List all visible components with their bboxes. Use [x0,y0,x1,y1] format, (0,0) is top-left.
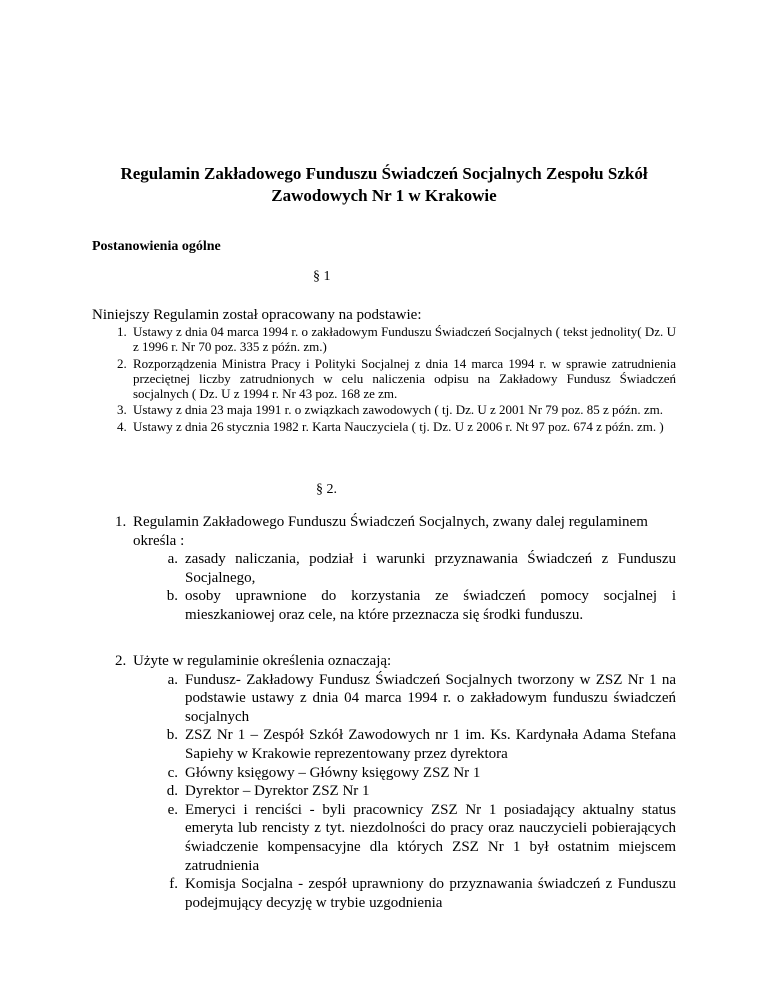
sub-item-letter: a. [167,671,178,688]
list-item [0,356,768,402]
legal-basis-list [0,324,768,435]
point-lead-text: Regulamin Zakładowego Funduszu Świadczeń Socjalnych, zwany dalej regulaminem określa : [133,514,648,549]
sub-item-text: ZSZ Nr 1 – Zespół Szkół Zawodowych nr 1 im. Ks. Kardynała Adama Stefana Sapiehy w Krakowie reprezentowany przez dyrektora [185,727,676,762]
list-item-text: Ustawy z dnia 04 marca 1994 r. o zakładowym Funduszu Świadczeń Socjalnych ( tekst jednolity( Dz. U z 1996 r. Nr 70 poz. 335 z późn. zm.) [133,324,676,355]
title-line-2: Zawodowych Nr 1 w Krakowie [271,186,497,205]
paragraph-1-intro: Niniejszy Regulamin został opracowany na podstawie: [92,307,422,323]
sub-item [160,764,676,783]
section-heading: Postanowienia ogólne [92,239,221,254]
list-item-number: 2. [117,355,127,371]
sub-item-letter: b. [166,588,178,605]
list-item-number: 1. [117,324,127,339]
definition-point-2 [0,652,768,912]
sub-item [160,801,676,875]
sub-item-text: Główny księgowy – Główny księgowy ZSZ Nr 1 [185,764,481,781]
sub-item-letter: b. [166,727,178,744]
paragraph-mark-2: § 2. [316,482,337,497]
list-item [0,419,768,434]
list-item-text: Ustawy z dnia 23 maja 1991 r. o związkach zawodowych ( tj. Dz. U z 2001 Nr 79 poz. 85 z późn. zm. [133,402,663,418]
list-item-number: 3. [117,402,127,418]
list-item-number: 4. [117,418,127,434]
sub-item [160,587,676,624]
sub-item [160,726,676,763]
paragraph-mark-1: § 1 [313,269,331,284]
sub-item-text: Emeryci i renciści - byli pracownicy ZSZ Nr 1 posiadający aktualny status emeryta lub rencisty z tyt. niezdolności do pracy oraz nauczycieli pobierających świadczenie kompensacyjne dla których ZSZ Nr 1 był ostatnim miejscem zatrudnienia [185,801,676,874]
list-item [0,402,768,417]
sub-item-letter: e. [167,801,178,818]
sub-item-text: Dyrektor – Dyrektor ZSZ Nr 1 [185,783,370,800]
sub-item-text: Fundusz- Zakładowy Fundusz Świadczeń Socjalnych tworzony w ZSZ Nr 1 na podstawie ustawy z dnia 04 marca 1994 r. o zakładowym funduszu świadczeń socjalnych [185,671,676,725]
point-number: 1. [115,514,127,530]
sub-item-letter: c. [167,764,178,781]
list-item-text: Rozporządzenia Ministra Pracy i Polityki Socjalnej z dnia 14 marca 1994 r. w sprawie zatrudnienia przeciętnej liczby zatrudnionych w celu naliczenia odpisu na Zakładowy Fundusz Świadczeń socjalnych ( Dz. U z 1994 r. Nr 43 poz. 168 ze zm. [133,355,676,402]
point-lead-text: Użyte w regulaminie określenia oznaczają: [133,653,392,669]
sub-item-letter: d. [166,783,178,800]
sub-item [160,550,676,587]
sub-item-text: zasady naliczania, podział i warunki przyznawania Świadczeń z Funduszu Socjalnego, [185,551,676,586]
title-line-1: Regulamin Zakładowego Funduszu Świadczeń Socjalnych Zespołu Szkół [120,164,648,183]
sub-item-letter: f. [169,876,178,893]
sub-item-text: osoby uprawnione do korzystania ze świadczeń pomocy socjalnej i mieszkaniowej oraz cele, na które przeznacza się środki funduszu. [185,588,676,623]
sub-item [160,782,676,801]
definition-point-1 [0,513,768,625]
document-title [60,163,708,207]
list-item [0,324,768,355]
sub-item-letter: a. [167,551,178,568]
point-number: 2. [115,653,127,669]
sub-item-text: Komisja Socjalna - zespół uprawniony do przyznawania świadczeń z Funduszu podejmujący decyzję w trybie uzgodnienia [185,876,676,911]
sub-item [160,875,676,912]
sub-item [160,671,676,727]
list-item-text: Ustawy z dnia 26 stycznia 1982 r. Karta Nauczyciela ( tj. Dz. U z 2006 r. Nt 97 poz. 674 z późn. zm. ) [133,418,664,434]
